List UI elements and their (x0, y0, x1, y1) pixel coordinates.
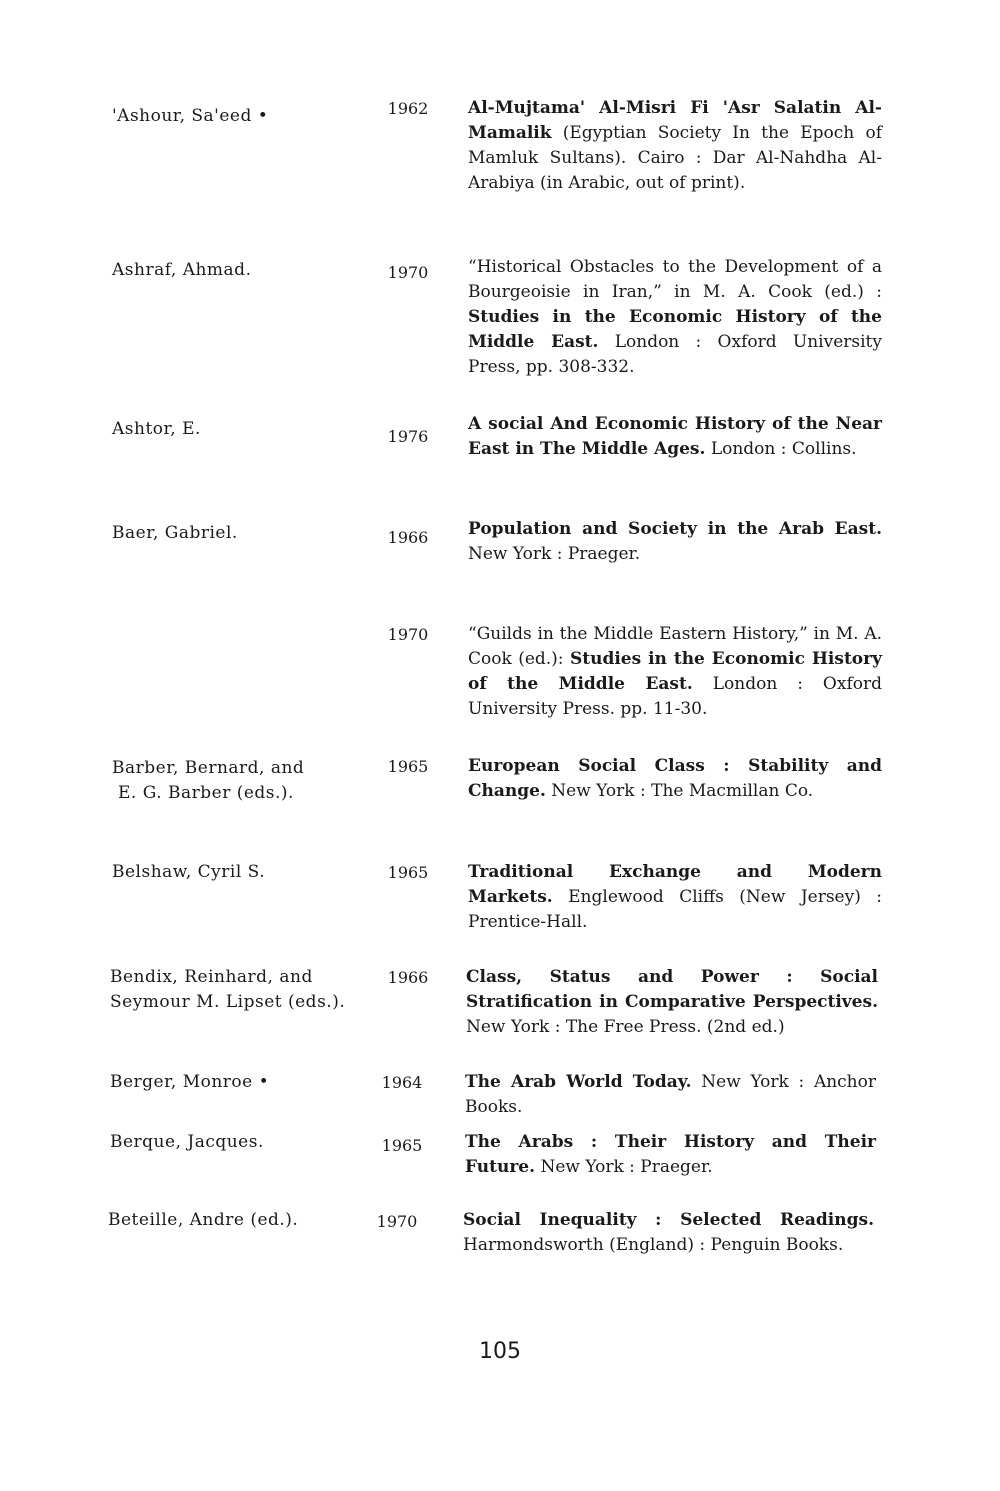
entry-details: Harmondsworth (England) : Penguin Books. (463, 1235, 844, 1255)
entry-title: A social And Economic History of the Near East in The Middle Ages. (468, 414, 882, 459)
entry-details: Englewood Cliffs (New Jersey) : Prentice-Hall. (468, 887, 882, 932)
entry-reference (468, 517, 882, 567)
entry-year: 1970 (376, 1212, 418, 1231)
entry-reference (468, 860, 882, 935)
entry-reference (468, 96, 882, 196)
entry-title: The Arab World Today. (465, 1072, 692, 1092)
entry-author-continued: E. G. Barber (eds.). (118, 783, 294, 803)
entry-details: London : Oxford University Press. pp. 11-30. (468, 674, 882, 719)
entry-year: 1970 (387, 625, 429, 644)
entry-details: New York : The Free Press. (2nd ed.) (466, 1017, 785, 1037)
entry-year: 1965 (381, 1136, 423, 1155)
entry-reference (468, 754, 882, 804)
entry-author: Ashraf, Ahmad. (112, 260, 252, 280)
entry-author: Beteille, Andre (ed.). (108, 1210, 299, 1230)
entry-author: 'Ashour, Sa'eed • (112, 106, 269, 126)
entry-title: Al-Mujtama' Al-Misri Fi 'Asr Salatin Al-Mamalik (468, 98, 882, 143)
entry-details: (Egyptian Society In the Epoch of Mamluk Sultans). Cairo : Dar Al-Nahdha Al-Arabiya (in Arabic, out of print). (468, 123, 882, 193)
entry-title: Traditional Exchange and Modern Markets. (468, 862, 882, 907)
entry-reference (468, 255, 882, 380)
entry-year: 1966 (387, 968, 429, 987)
entry-title: European Social Class : Stability and Change. (468, 756, 882, 801)
entry-year: 1962 (387, 99, 429, 118)
entry-details: New York : Anchor Books. (465, 1072, 876, 1117)
entry-author: Barber, Bernard, and (112, 758, 305, 778)
entry-title: Population and Society in the Arab East. (468, 519, 882, 539)
entry-title: Studies in the Economic History of the Middle East. (468, 307, 882, 352)
entry-year: 1970 (387, 263, 429, 282)
entry-year: 1976 (387, 427, 429, 446)
entry-year: 1965 (387, 863, 429, 882)
entry-title: The Arabs : Their History and Their Future. (465, 1132, 876, 1177)
entry-year: 1964 (381, 1073, 423, 1092)
page-number: 105 (479, 1339, 521, 1364)
entry-details: London : Collins. (705, 439, 857, 459)
entry-year: 1966 (387, 528, 429, 547)
entry-year: 1965 (387, 757, 429, 776)
entry-title: Class, Status and Power : Social Stratification in Comparative Perspectives. (466, 967, 878, 1012)
entry-author: Bendix, Reinhard, and (110, 967, 313, 987)
entry-reference (468, 622, 882, 722)
entry-details: New York : Praeger. (468, 544, 641, 564)
entry-title: Studies in the Economic History of the Middle East. (468, 649, 882, 694)
entry-prefix: “Historical Obstacles to the Development of a Bourgeoisie in Iran,” in M. A. Cook (ed.) : (468, 257, 882, 302)
entry-reference (463, 1208, 874, 1258)
entry-reference (468, 412, 882, 462)
entry-author: Berque, Jacques. (110, 1132, 264, 1152)
entry-author-continued: Seymour M. Lipset (eds.). (110, 992, 346, 1012)
entry-title: Social Inequality : Selected Readings. (463, 1210, 874, 1230)
entry-author: Baer, Gabriel. (112, 523, 238, 543)
entry-prefix: “Guilds in the Middle Eastern History,” in M. A. Cook (ed.): (468, 624, 882, 669)
entry-author: Ashtor, E. (112, 419, 201, 439)
entry-reference (465, 1130, 876, 1180)
entry-details: London : Oxford University Press, pp. 308-332. (468, 332, 882, 377)
entry-reference (466, 965, 878, 1040)
entry-reference (465, 1070, 876, 1120)
entry-details: New York : Praeger. (535, 1157, 713, 1177)
entry-author: Belshaw, Cyril S. (112, 862, 266, 882)
entry-details: New York : The Macmillan Co. (545, 781, 814, 801)
entry-author: Berger, Monroe • (110, 1072, 270, 1092)
